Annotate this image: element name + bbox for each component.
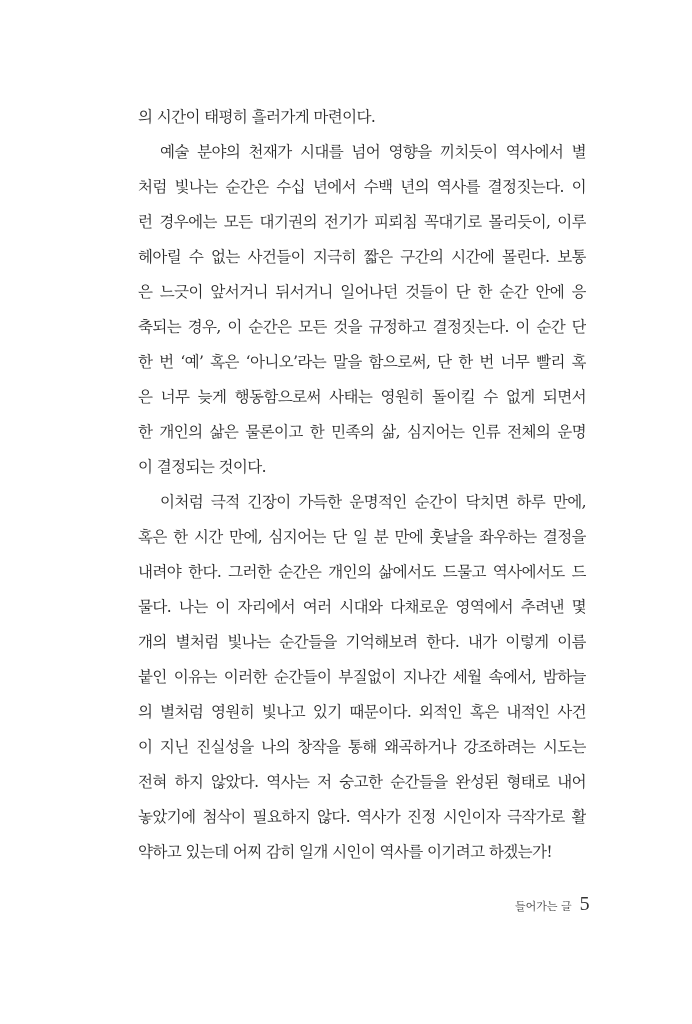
text-line: 놓았기에 첨삭이 필요하지 않다. 역사가 진정 시인이자 극작가로 활 [138, 808, 586, 826]
text-line: 전혀 하지 않았다. 역사는 저 숭고한 순간들을 완성된 형태로 내어 [138, 773, 586, 791]
text-line: 물다. 나는 이 자리에서 여러 시대와 다채로운 영역에서 추려낸 몇 [138, 598, 586, 616]
text-line: 예술 분야의 천재가 시대를 넘어 영향을 끼치듯이 역사에서 별 [160, 143, 586, 161]
text-line: 런 경우에는 모든 대기권의 전기가 피뢰침 꼭대기로 몰리듯이, 이루 [138, 213, 586, 231]
text-line: 은 느긋이 앞서거니 뒤서거니 일어나던 것들이 단 한 순간 안에 응 [138, 283, 586, 301]
text-line: 의 시간이 태평히 흘러가게 마련이다. [138, 108, 376, 126]
text-line: 붙인 이유는 이러한 순간들이 부질없이 지나간 세월 속에서, 밤하늘 [138, 668, 586, 686]
text-line: 한 개인의 삶은 물론이고 한 민족의 삶, 심지어는 인류 전체의 운명 [138, 423, 586, 441]
text-line: 축되는 경우, 이 순간은 모든 것을 규정하고 결정짓는다. 이 순간 단 [138, 318, 586, 336]
text-line: 헤아릴 수 없는 사건들이 지극히 짧은 구간의 시간에 몰린다. 보통 [138, 248, 586, 266]
text-line: 내려야 한다. 그러한 순간은 개인의 삶에서도 드물고 역사에서도 드 [138, 563, 586, 581]
text-line: 한 번 ‘예’ 혹은 ‘아니오’라는 말을 함으로써, 단 한 번 너무 빨리 혹 [138, 353, 586, 371]
text-line: 이처럼 극적 긴장이 가득한 운명적인 순간이 닥치면 하루 만에, [160, 493, 586, 511]
text-line: 의 별처럼 영원히 빛나고 있기 때문이다. 외적인 혹은 내적인 사건 [138, 703, 586, 721]
text-line: 약하고 있는데 어찌 감히 일개 시인이 역사를 이기려고 하겠는가! [138, 843, 552, 861]
page-number: 5 [579, 893, 590, 915]
text-line: 이 지닌 진실성을 나의 창작을 통해 왜곡하거나 강조하려는 시도는 [138, 738, 586, 756]
page-footer [515, 893, 590, 916]
text-line: 혹은 한 시간 만에, 심지어는 단 일 분 만에 훗날을 좌우하는 결정을 [138, 528, 586, 546]
text-line: 처럼 빛나는 순간은 수십 년에서 수백 년의 역사를 결정짓는다. 이 [138, 178, 586, 196]
text-line: 이 결정되는 것이다. [138, 458, 266, 476]
running-section-title: 들어가는 글 [515, 900, 572, 913]
page-body [138, 100, 586, 870]
text-line: 개의 별처럼 빛나는 순간들을 기억해보려 한다. 내가 이렇게 이름 [138, 633, 586, 651]
text-line: 은 너무 늦게 행동함으로써 사태는 영원히 돌이킬 수 없게 되면서 [138, 388, 586, 406]
